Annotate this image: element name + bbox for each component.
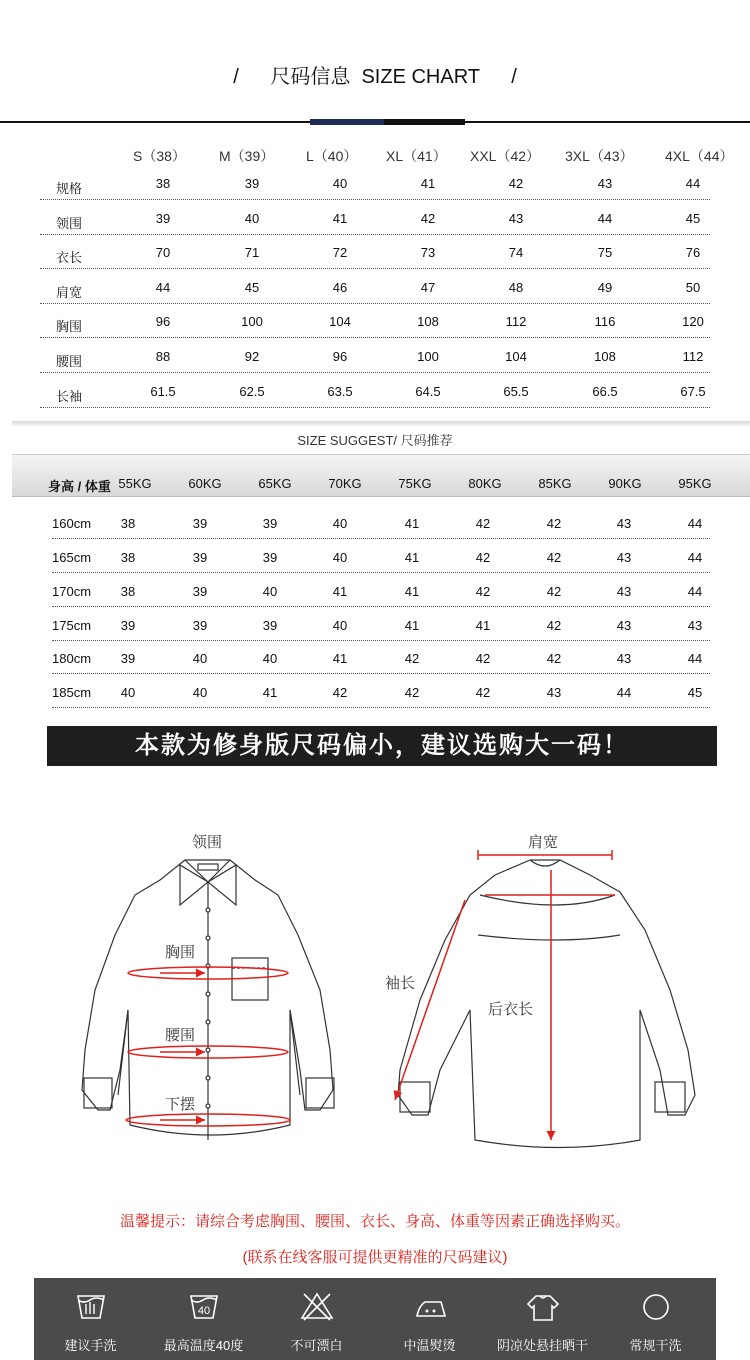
suggest-cell: 43 <box>687 618 703 633</box>
dry-clean-icon <box>637 1288 675 1326</box>
suggest-cell: 39 <box>192 516 208 531</box>
suggest-cell: 38 <box>120 550 136 565</box>
suggest-cell: 43 <box>616 618 632 633</box>
suggest-cell: 43 <box>616 550 632 565</box>
suggest-cell: 42 <box>546 651 562 666</box>
suggest-cell: 44 <box>616 685 632 700</box>
suggest-cell: 40 <box>192 685 208 700</box>
front-shirt-drawing <box>82 860 334 1140</box>
title-slash-left: / <box>233 66 239 88</box>
size-cell: 45 <box>244 280 260 295</box>
hang-dry-icon <box>524 1288 562 1326</box>
row-divider <box>40 407 710 408</box>
care-item <box>599 1278 712 1360</box>
size-cell: 64.5 <box>415 384 441 399</box>
suggest-cell: 41 <box>404 516 420 531</box>
suggest-cell: 39 <box>262 516 278 531</box>
hand-wash-icon <box>72 1288 110 1326</box>
weight-header: 60KG <box>188 476 222 491</box>
size-cell: 67.5 <box>680 384 706 399</box>
size-column-header: M（39） <box>219 148 275 164</box>
row-divider <box>52 640 710 641</box>
suggest-cell: 44 <box>687 516 703 531</box>
row-divider <box>40 234 710 235</box>
size-column-header: L（40） <box>306 148 358 164</box>
size-cell: 40 <box>332 176 348 191</box>
suggest-cell: 42 <box>546 618 562 633</box>
size-cell: 41 <box>332 211 348 226</box>
suggest-cell: 42 <box>546 584 562 599</box>
row-divider <box>52 606 710 607</box>
suggest-cell: 40 <box>332 618 348 633</box>
no-bleach-icon <box>298 1288 336 1326</box>
header-accent-navy <box>310 119 384 125</box>
size-cell: 62.5 <box>239 384 265 399</box>
fit-notice-text: 本款为修身版尺码偏小，建议选购大一码！ <box>135 732 629 759</box>
height-label: 160cm <box>52 516 92 531</box>
suggest-cell: 44 <box>687 651 703 666</box>
suggest-cell: 41 <box>404 618 420 633</box>
size-cell: 42 <box>508 176 524 191</box>
care-label: 中温熨烫 <box>403 1338 456 1353</box>
weight-header: 85KG <box>538 476 572 491</box>
size-cell: 120 <box>682 314 704 329</box>
suggest-cell: 44 <box>687 584 703 599</box>
suggest-cell: 42 <box>332 685 348 700</box>
size-cell: 50 <box>685 280 701 295</box>
size-cell: 43 <box>508 211 524 226</box>
header-accent-black <box>384 119 465 125</box>
care-label: 阴凉处悬挂晒干 <box>496 1338 588 1353</box>
care-item <box>373 1278 486 1360</box>
size-cell: 108 <box>417 314 439 329</box>
size-cell: 44 <box>597 211 613 226</box>
suggest-cell: 40 <box>332 550 348 565</box>
row-divider <box>40 303 710 304</box>
suggest-cell: 43 <box>546 685 562 700</box>
size-cell: 75 <box>597 245 613 260</box>
back-length-label: 后衣长 <box>488 1001 534 1018</box>
size-row-label: 规格 <box>56 181 83 196</box>
suggest-cell: 39 <box>192 550 208 565</box>
size-cell: 48 <box>508 280 524 295</box>
care-label: 最高温度40度 <box>163 1338 244 1353</box>
row-divider <box>52 538 710 539</box>
suggest-cell: 42 <box>475 685 491 700</box>
weight-header: 70KG <box>328 476 362 491</box>
size-cell: 108 <box>594 349 616 364</box>
medium-iron-icon <box>411 1288 449 1326</box>
suggest-cell: 38 <box>120 584 136 599</box>
tip-line-2: (联系在线客服可提供更精准的尺码建议) <box>242 1249 508 1266</box>
size-column-header: 4XL（44） <box>665 148 734 164</box>
size-cell: 38 <box>155 176 171 191</box>
suggest-cell: 39 <box>262 550 278 565</box>
suggest-cell: 43 <box>616 651 632 666</box>
sleeve-label: 袖长 <box>385 975 416 992</box>
collar-label: 领围 <box>192 834 223 851</box>
row-divider <box>40 337 710 338</box>
size-cell: 71 <box>244 245 260 260</box>
weight-header: 55KG <box>118 476 152 491</box>
care-item <box>260 1278 373 1360</box>
size-cell: 39 <box>244 176 260 191</box>
size-cell: 44 <box>685 176 701 191</box>
suggest-cell: 40 <box>192 651 208 666</box>
size-cell: 63.5 <box>327 384 353 399</box>
size-cell: 116 <box>594 314 616 329</box>
weight-header: 65KG <box>258 476 292 491</box>
size-column-header: XXL（42） <box>470 148 541 164</box>
title-text: 尺码信息 SIZE CHART <box>270 66 480 88</box>
section-separator <box>12 421 750 426</box>
size-cell: 49 <box>597 280 613 295</box>
hem-label: 下摆 <box>165 1096 196 1113</box>
suggest-cell: 42 <box>546 550 562 565</box>
size-cell: 70 <box>155 245 171 260</box>
size-cell: 100 <box>241 314 263 329</box>
size-cell: 104 <box>329 314 351 329</box>
shoulder-label: 肩宽 <box>528 834 559 851</box>
size-cell: 104 <box>505 349 527 364</box>
suggest-cell: 42 <box>404 685 420 700</box>
size-row-label: 肩宽 <box>56 285 83 300</box>
row-divider <box>40 372 710 373</box>
size-suggest-title: SIZE SUGGEST/ 尺码推荐 <box>297 433 453 448</box>
size-row-label: 长袖 <box>56 389 83 404</box>
size-cell: 42 <box>420 211 436 226</box>
row-divider <box>40 268 710 269</box>
suggest-cell: 41 <box>262 685 278 700</box>
care-label: 建议手洗 <box>64 1338 117 1353</box>
size-cell: 73 <box>420 245 436 260</box>
wash-40-icon <box>185 1288 223 1326</box>
size-row-label: 胸围 <box>56 319 83 334</box>
row-divider <box>52 673 710 674</box>
size-row-label: 腰围 <box>56 354 83 369</box>
suggest-cell: 45 <box>687 685 703 700</box>
suggest-cell: 39 <box>120 618 136 633</box>
size-cell: 44 <box>155 280 171 295</box>
care-item <box>147 1278 260 1360</box>
height-label: 170cm <box>52 584 92 599</box>
tip-line-1: 温馨提示：请综合考虑胸围、腰围、衣长、身高、体重等因素正确选择购买。 <box>119 1213 630 1230</box>
size-cell: 96 <box>155 314 171 329</box>
size-cell: 96 <box>332 349 348 364</box>
suggest-cell: 42 <box>546 516 562 531</box>
size-cell: 47 <box>420 280 436 295</box>
size-cell: 61.5 <box>150 384 176 399</box>
measurement-diagram <box>0 820 750 1180</box>
size-cell: 46 <box>332 280 348 295</box>
row-divider <box>40 199 710 200</box>
size-cell: 66.5 <box>592 384 618 399</box>
title-slash-right: / <box>511 66 517 88</box>
size-column-header: XL（41） <box>386 148 447 164</box>
size-cell: 92 <box>244 349 260 364</box>
size-cell: 39 <box>155 211 171 226</box>
suggest-cell: 39 <box>120 651 136 666</box>
suggest-cell: 43 <box>616 584 632 599</box>
suggest-cell: 42 <box>475 516 491 531</box>
size-cell: 76 <box>685 245 701 260</box>
size-column-header: S（38） <box>133 148 186 164</box>
suggest-cell: 44 <box>687 550 703 565</box>
height-label: 185cm <box>52 685 92 700</box>
waist-label: 腰围 <box>165 1027 196 1044</box>
size-cell: 41 <box>420 176 436 191</box>
back-shirt-drawing <box>398 860 695 1148</box>
size-row-label: 衣长 <box>56 250 83 265</box>
size-cell: 100 <box>417 349 439 364</box>
care-label: 不可漂白 <box>290 1338 343 1353</box>
wash-temp-text: 40 <box>197 1305 210 1317</box>
page-title <box>0 60 750 89</box>
care-item <box>486 1278 599 1360</box>
suggest-corner-label: 身高 / 体重 <box>48 479 111 494</box>
suggest-cell: 40 <box>120 685 136 700</box>
height-label: 175cm <box>52 618 92 633</box>
size-cell: 72 <box>332 245 348 260</box>
weight-header: 80KG <box>468 476 502 491</box>
size-cell: 43 <box>597 176 613 191</box>
suggest-cell: 39 <box>262 618 278 633</box>
suggest-cell: 43 <box>616 516 632 531</box>
height-label: 180cm <box>52 651 92 666</box>
suggest-cell: 41 <box>332 651 348 666</box>
suggest-cell: 38 <box>120 516 136 531</box>
height-label: 165cm <box>52 550 92 565</box>
suggest-cell: 42 <box>475 584 491 599</box>
suggest-cell: 42 <box>404 651 420 666</box>
size-cell: 74 <box>508 245 524 260</box>
weight-header: 95KG <box>678 476 712 491</box>
size-cell: 112 <box>505 314 527 329</box>
suggest-cell: 40 <box>262 584 278 599</box>
suggest-cell: 40 <box>332 516 348 531</box>
size-cell: 45 <box>685 211 701 226</box>
size-row-label: 领围 <box>56 216 83 231</box>
suggest-cell: 42 <box>475 550 491 565</box>
size-cell: 65.5 <box>503 384 529 399</box>
suggest-cell: 39 <box>192 584 208 599</box>
suggest-cell: 40 <box>262 651 278 666</box>
row-divider <box>52 707 710 708</box>
weight-header: 75KG <box>398 476 432 491</box>
chest-label: 胸围 <box>165 944 196 961</box>
care-label: 常规干洗 <box>629 1338 682 1353</box>
row-divider <box>52 572 710 573</box>
care-item <box>34 1278 147 1360</box>
suggest-cell: 41 <box>404 550 420 565</box>
size-cell: 88 <box>155 349 171 364</box>
size-column-header: 3XL（43） <box>565 148 634 164</box>
suggest-cell: 41 <box>475 618 491 633</box>
suggest-cell: 39 <box>192 618 208 633</box>
size-cell: 40 <box>244 211 260 226</box>
weight-header: 90KG <box>608 476 642 491</box>
size-cell: 112 <box>682 349 704 364</box>
suggest-cell: 42 <box>475 651 491 666</box>
suggest-cell: 41 <box>332 584 348 599</box>
suggest-cell: 41 <box>404 584 420 599</box>
